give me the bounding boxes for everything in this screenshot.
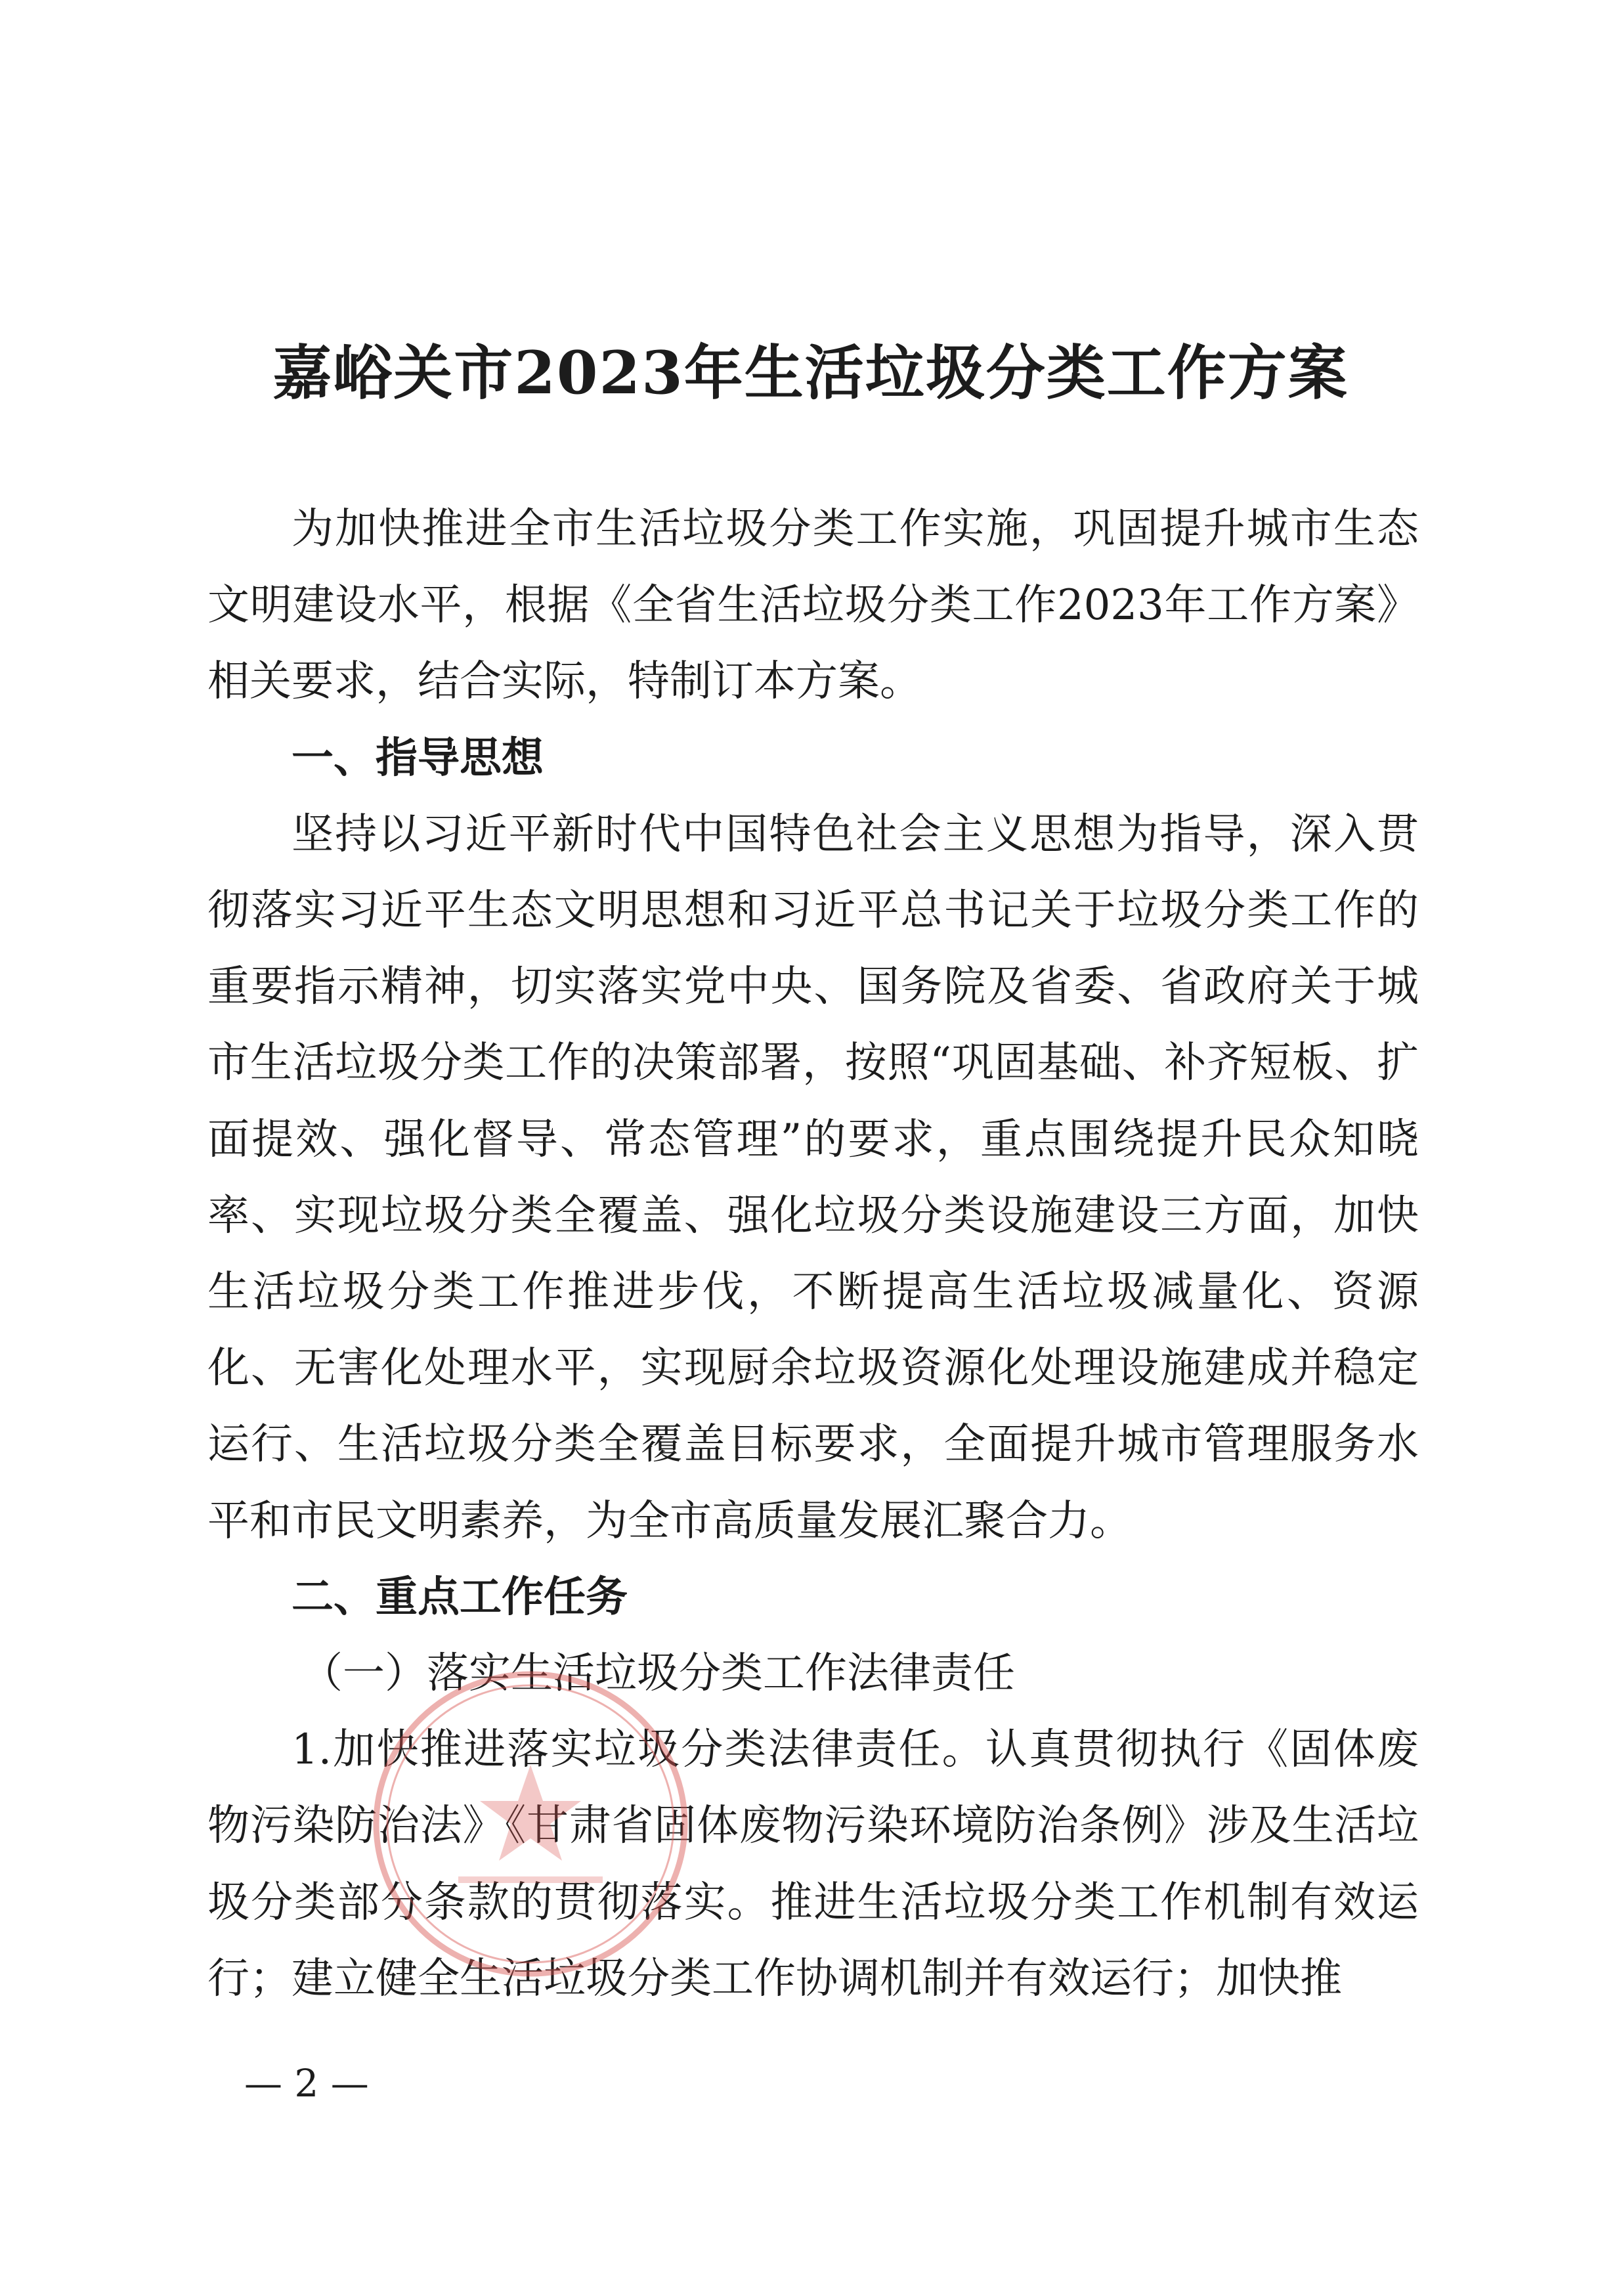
guiding-ideology-paragraph: 坚持以习近平新时代中国特色社会主义思想为指导，深入贯彻落实习近平生态文明思想和习近平总书记关于垃圾分类工作的重要指示精神，切实落实党中央、国务院及省委、省政府关于城市生活垃圾分类工作的决策部署，按照“巩固基础、补齐短板、扩面提效、强化督导、常态管理”的要求，重点围绕提升民众知晓率、实现垃圾分类全覆盖、强化垃圾分类设施建设三方面，加快生活垃圾分类工作推进步伐，不断提高生活垃圾减量化、资源化、无害化处理水平，实现厨余垃圾资源化处理设施建成并稳定运行、生活垃圾分类全覆盖目标要求，全面提升城市管理服务水平和市民文明素养，为全市高质量发展汇聚合力。 [207, 810, 1419, 1546]
document-title: 嘉峪关市2023年生活垃圾分类工作方案 [272, 338, 1349, 408]
subsection-heading-legal-responsibility: （一）落实生活垃圾分类工作法律责任 [301, 1649, 1015, 1699]
intro-paragraph: 为加快推进全市生活垃圾分类工作实施，巩固提升城市生态文明建设水平，根据《全省生活垃圾分类工作2023年工作方案》相关要求，结合实际，特制订本方案。 [207, 505, 1419, 706]
section-heading-guiding-ideology: 一、指导思想 [292, 733, 544, 783]
section-heading-key-tasks: 二、重点工作任务 [292, 1572, 628, 1622]
document-body [207, 491, 1419, 2017]
item-1-paragraph: 1.加快推进落实垃圾分类法律责任。认真贯彻执行《固体废物污染防治法》《甘肃省固体废物污染环境防治条例》涉及生活垃圾分类部分条款的贯彻落实。推进生活垃圾分类工作机制有效运行；建立健全生活垃圾分类工作协调机制并有效运行；加快推 [207, 1725, 1419, 2003]
page-number: — 2 — [244, 2061, 369, 2106]
